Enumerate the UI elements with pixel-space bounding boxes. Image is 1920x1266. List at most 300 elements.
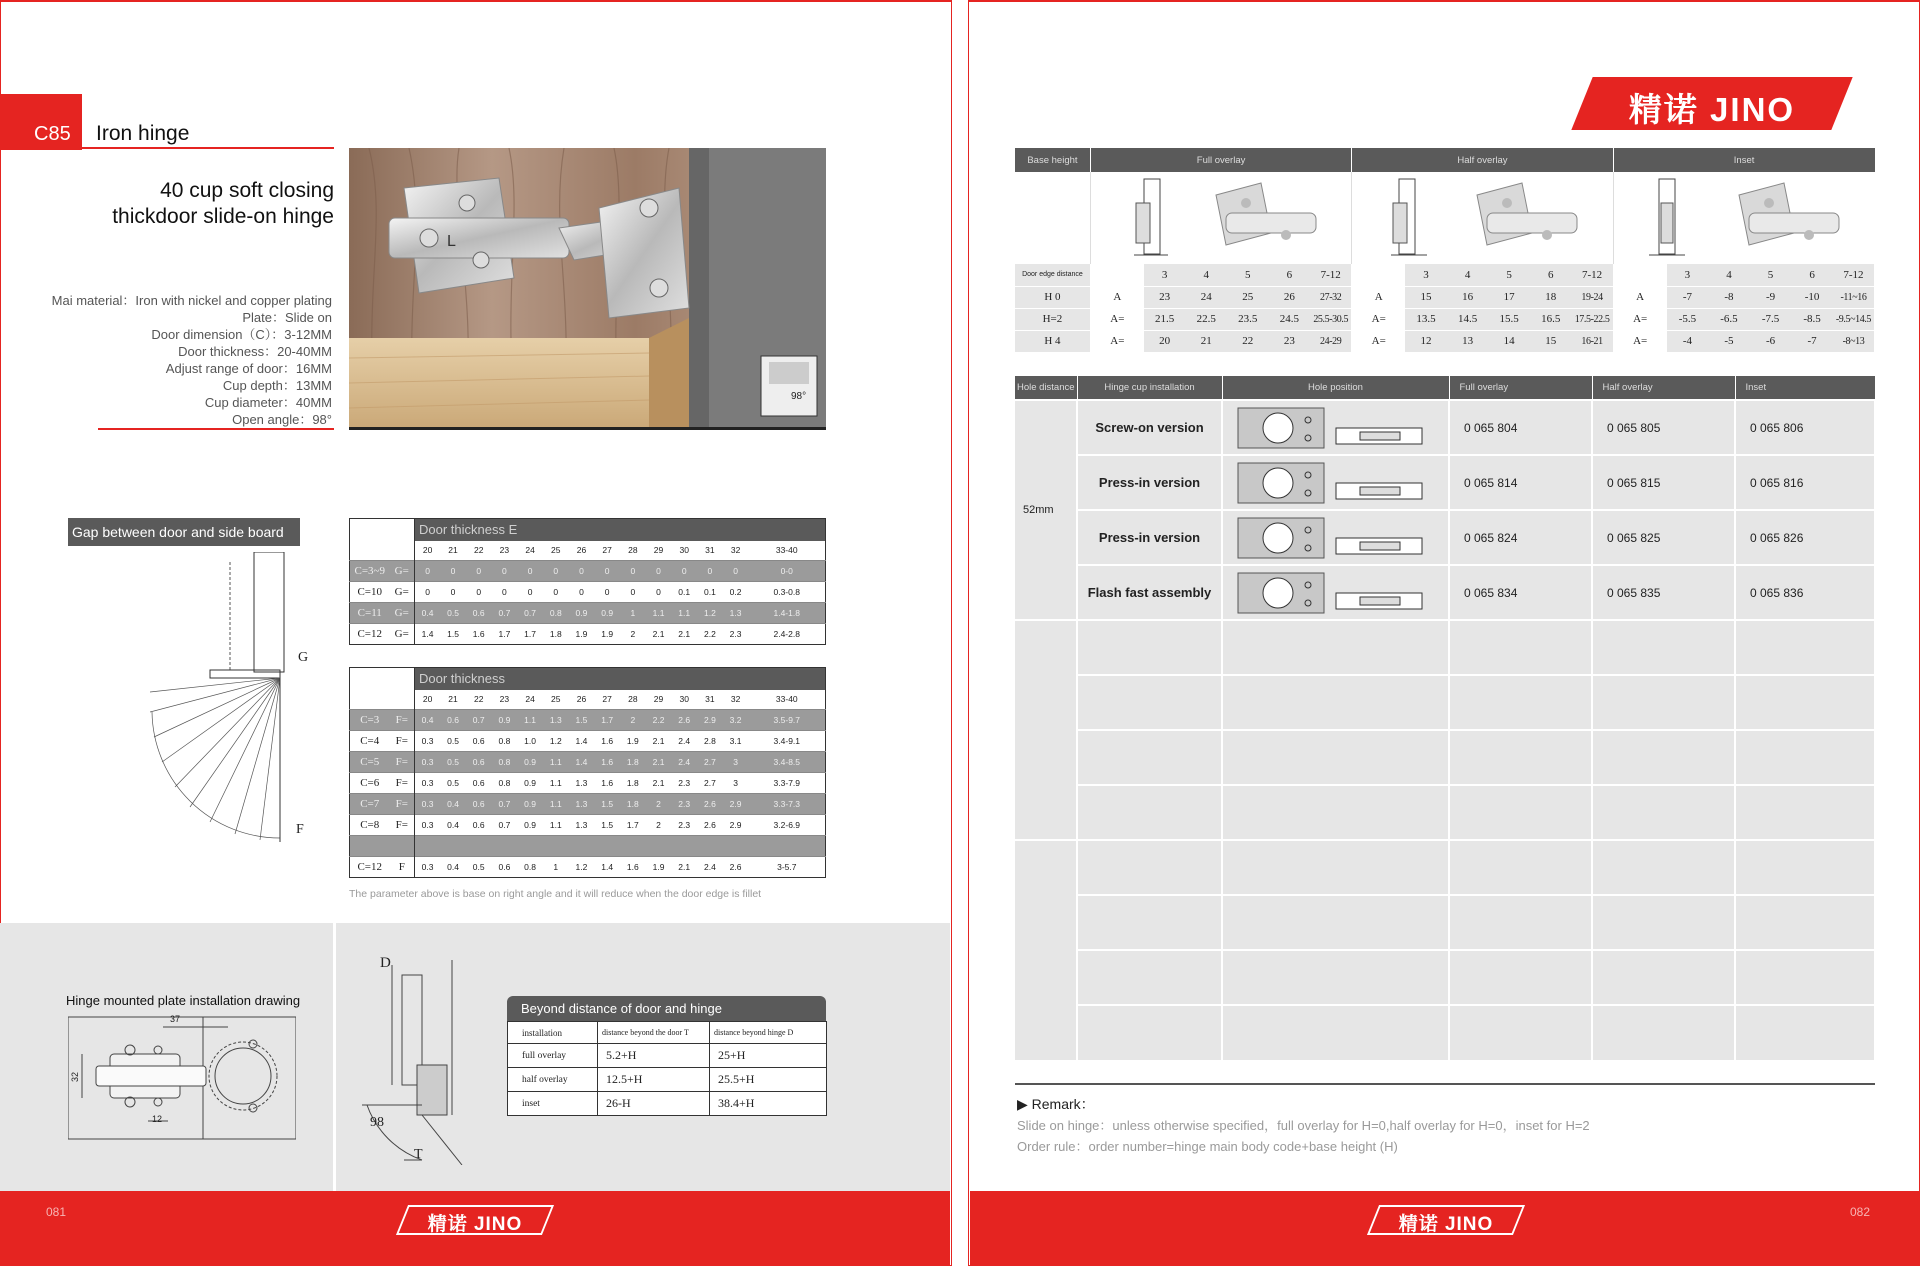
overlay-value-cell: -8.5 (1803, 313, 1821, 325)
gap-value-cell: 0 (476, 566, 482, 576)
thickness-col-label: 23 (499, 545, 510, 556)
inset-illustration (1613, 172, 1874, 264)
thickness-col-label: 21 (448, 545, 458, 556)
order-number-cell: 0 065 816 (1735, 455, 1875, 510)
f-table-corner (350, 668, 415, 690)
gap-value-cell: 0.6 (472, 736, 485, 746)
gap-key-cell: G= (390, 582, 415, 603)
gap-value-cell: 2.4 (678, 736, 691, 746)
gap-value-cell: 1.1 (524, 715, 536, 725)
remark-line-2: Order rule：order number=hinge main body code+base height (H) (1017, 1139, 1398, 1154)
gap-value-cell: 0.8 (524, 862, 536, 872)
base-height-row (1015, 330, 1875, 352)
gap-value-cell: 2 (656, 820, 661, 830)
empty-cell (1449, 895, 1592, 950)
base-height-row (1015, 308, 1875, 330)
left-footer (0, 1191, 950, 1266)
door-dimension-cell: C=12 (357, 861, 383, 873)
empty-cell (1222, 620, 1449, 675)
base-height-cell: H 4 (1015, 330, 1090, 352)
cup-installation-cell: Screw-on version (1077, 400, 1222, 455)
gap-value-cell: 2.2 (652, 715, 665, 725)
thickness-col-label: 26 (576, 694, 587, 705)
gap-value-cell: 0 (707, 566, 713, 576)
thickness-col-label: 32 (730, 545, 741, 556)
gap-value-cell: 2.1 (652, 736, 665, 746)
overlay-value-cell: 15 (1420, 291, 1432, 303)
door-dimension-cell: C=11 (357, 607, 382, 619)
gap-value-cell: 3-5.7 (777, 862, 797, 872)
gap-value-cell: 2.3 (729, 629, 742, 639)
gap-value-cell (697, 836, 723, 857)
empty-cell (1077, 675, 1222, 730)
overlay-value-cell: 27-32 (1310, 286, 1352, 308)
hole-position-diagram (1236, 461, 1436, 505)
thickness-col-label: 22 (473, 545, 484, 556)
gap-key-cell: G= (390, 561, 415, 582)
beyond-row-label: inset (508, 1092, 598, 1116)
empty-cell (1735, 1005, 1875, 1060)
gap-value-cell: 1 (630, 608, 636, 618)
gap-value-cell: 0.4 (447, 862, 459, 872)
gap-value-cell: 1.6 (601, 778, 614, 788)
order-row (1015, 400, 1875, 455)
gap-value-cell: 0-0 (780, 566, 793, 576)
gap-value-cell: 0.6 (472, 778, 485, 788)
thickness-col-label: 29 (653, 545, 664, 556)
overlay-value-cell: -11~16 (1833, 286, 1875, 308)
gap-value-cell: 1.5 (601, 820, 614, 830)
overlay-value-cell: -10 (1804, 291, 1820, 303)
gap-value-cell: 0 (425, 566, 430, 576)
title-underline (82, 147, 334, 149)
overlay-value-cell: 25.5-30.5 (1310, 308, 1352, 330)
overlay-value-cell: 18 (1545, 291, 1557, 303)
gap-value-cell: 0 (656, 566, 661, 576)
beyond-header-installation: installation (508, 1022, 598, 1044)
empty-row (1015, 730, 1875, 785)
spec-adjust-range: Adjust range of door：16MM (165, 361, 332, 376)
gap-value-cell: 0.7 (498, 608, 511, 618)
gap-value-cell: 0 (425, 587, 430, 597)
overlay-value-cell: 22 (1242, 335, 1254, 348)
empty-cell (1592, 895, 1735, 950)
empty-cell (1735, 730, 1875, 785)
distance-col-label: 4 (1726, 268, 1732, 281)
overlay-value-cell: -6.5 (1720, 313, 1738, 325)
empty-cell (1077, 785, 1222, 840)
gap-value-cell: 0.7 (472, 715, 485, 725)
overlay-value-cell: -7 (1682, 291, 1692, 303)
gap-value-cell: 1.1 (549, 820, 562, 830)
gap-value-cell: 0.8 (498, 778, 511, 788)
gap-row (350, 815, 826, 836)
overlay-value-cell: -5 (1724, 335, 1734, 348)
gap-value-cell: 1.7 (626, 820, 639, 830)
spec-underline (98, 428, 334, 430)
gap-value-cell: 3.4-8.5 (773, 757, 801, 767)
remark-title: ▶ Remark： (1017, 1096, 1095, 1112)
gap-value-cell: 0.5 (447, 778, 459, 788)
gap-row (350, 624, 826, 645)
plate-drawing-title: Hinge mounted plate installation drawing (66, 993, 301, 1008)
order-number-cell: 0 065 815 (1592, 455, 1735, 510)
gap-value-cell: 3.3-7.9 (773, 778, 801, 788)
thickness-col-label: 27 (602, 694, 612, 705)
empty-cell (1449, 785, 1592, 840)
gap-label-g: G (298, 650, 309, 665)
gap-value-cell: 1.5 (601, 799, 614, 809)
f-cols-spacer (350, 690, 415, 710)
spec-material: Mai material：Iron with nickel and copper plating (51, 293, 332, 308)
overlay-value-cell: 13 (1462, 335, 1474, 348)
a-label-cell: A= (1090, 330, 1143, 352)
thickness-col-label: 20 (422, 545, 433, 556)
left-footer-logo: 精诺 JINO (427, 1214, 523, 1235)
gap-value-cell: 2.2 (703, 629, 716, 639)
thickness-col-label: 23 (499, 694, 510, 705)
gap-value-cell: 0 (579, 566, 584, 576)
empty-cell (1449, 1005, 1592, 1060)
overlay-value-cell: 13.5 (1416, 313, 1436, 325)
spec-door-thickness: Door thickness：20-40MM (178, 344, 332, 359)
headline-line-2: thickdoor slide-on hinge (112, 205, 334, 228)
gap-value-cell: 1.5 (575, 715, 588, 725)
door-dimension-cell: C=7 (360, 798, 380, 810)
overlay-value-cell: 17 (1503, 291, 1515, 303)
gap-value-cell: 1.2 (703, 608, 716, 618)
gap-value-cell: 0.8 (498, 757, 511, 767)
distance-col-label: 7-12 (1572, 264, 1614, 286)
door-dimension-cell: C=5 (360, 756, 380, 768)
gap-value-cell: 1.7 (498, 629, 511, 639)
gap-value-cell: 0 (553, 587, 559, 597)
distance-col-label: 3 (1161, 268, 1168, 281)
door-dimension-cell: C=10 (357, 586, 383, 598)
thickness-col-label: 31 (705, 545, 715, 556)
product-photo (349, 148, 826, 430)
thickness-col-label: 25 (551, 694, 561, 705)
distance-col-label: 3 (1684, 268, 1691, 281)
gap-value-cell: 2.6 (729, 862, 742, 872)
beyond-header-door: distance beyond the door T (598, 1022, 710, 1044)
hole-position-diagram (1236, 571, 1436, 615)
order-number-cell: 0 065 836 (1735, 565, 1875, 620)
gap-value-cell: 0.9 (524, 778, 536, 788)
gap-value-cell: 0.3 (421, 799, 434, 809)
svg-text:L: L (447, 233, 456, 250)
gap-value-cell: 2.3 (678, 820, 691, 830)
full-overlay-illustration (1090, 172, 1351, 264)
gap-value-cell: 1 (553, 862, 559, 872)
gap-value-cell: 1.4 (601, 862, 614, 872)
gap-value-cell: 1.0 (524, 736, 536, 746)
gap-value-cell: 0.3 (421, 757, 434, 767)
gap-value-cell: 2.9 (729, 820, 742, 830)
beyond-distance-table (507, 996, 826, 1116)
gap-value-cell: 0.5 (447, 608, 459, 618)
gap-value-cell: 0.1 (678, 587, 691, 597)
door-dimension-cell: C=3~9 (354, 565, 385, 577)
beyond-cell: 26-H (598, 1092, 710, 1116)
gap-value-cell: 0.5 (447, 757, 459, 767)
gap-row (350, 794, 826, 815)
gap-value-cell: 1.1 (549, 778, 562, 788)
right-page-number: 082 (1850, 1205, 1871, 1219)
empty-row (1015, 840, 1875, 895)
overlay-value-cell: 16.5 (1541, 313, 1561, 325)
empty-cell (1222, 730, 1449, 785)
gap-value-cell: 0.3 (421, 736, 434, 746)
plate-dim-37: 37 (170, 1014, 181, 1024)
gap-row (350, 710, 826, 731)
order-number-cell: 0 065 814 (1449, 455, 1592, 510)
gap-value-cell: 1.9 (575, 629, 588, 639)
gap-value-cell: 0.6 (472, 799, 485, 809)
gap-value-cell: 2.8 (703, 736, 716, 746)
gap-value-cell: 2.4-2.8 (773, 629, 800, 639)
thickness-col-label: 21 (448, 694, 458, 705)
beyond-cell: 25.5+H (710, 1068, 827, 1092)
cup-installation-cell: Press-in version (1077, 455, 1222, 510)
gap-value-cell: 0.7 (498, 820, 511, 830)
remark-line-1: Slide on hinge：unless otherwise specified，full overlay for H=0,half overlay for H=0，inset for H=2 (1017, 1118, 1590, 1133)
section-drawing (362, 955, 482, 1165)
overlay-value-cell: 20 (1159, 335, 1171, 348)
distance-col-label: 7-12 (1310, 264, 1352, 286)
gap-value-cell: 0 (681, 566, 687, 576)
gap-value-cell: 1.4 (421, 629, 434, 639)
overlay-value-cell: -4 (1682, 335, 1692, 348)
plate-dim-12: 12 (152, 1114, 163, 1124)
gap-row (350, 857, 826, 878)
distance-col-label: 3 (1423, 268, 1429, 281)
overlay-value-cell: -8~13 (1833, 330, 1875, 352)
empty-cell (1077, 620, 1222, 675)
gap-value-cell: 0.4 (421, 608, 434, 618)
empty-cell (1592, 785, 1735, 840)
g-table-header: Door thickness E (415, 519, 826, 541)
gap-value-cell: 0 (656, 587, 661, 597)
beyond-cell: 5.2+H (598, 1044, 710, 1068)
overlay-value-cell: 25 (1242, 291, 1254, 303)
gap-value-cell: 0.3 (421, 820, 434, 830)
gap-value-cell: 2.1 (652, 778, 665, 788)
gap-value-cell: 3 (733, 778, 738, 788)
gap-value-cell: 1.1 (652, 608, 665, 618)
order-header-cup-installation: Hinge cup installation (1077, 376, 1222, 400)
order-header-inset: Inset (1745, 382, 1767, 393)
gap-value-cell: 0 (630, 566, 636, 576)
distance-col-label: 7-12 (1833, 264, 1875, 286)
gap-value-cell: 0 (502, 566, 507, 576)
empty-row (1015, 675, 1875, 730)
product-name: Iron hinge (96, 122, 190, 145)
order-number-cell: 0 065 824 (1449, 510, 1592, 565)
beyond-cell: 25+H (710, 1044, 827, 1068)
gap-value-cell: 1.9 (652, 862, 665, 872)
a-label-cell: A= (1090, 308, 1143, 330)
gap-value-cell: 2 (656, 799, 661, 809)
gap-value-cell: 0.9 (524, 757, 536, 767)
overlay-value-cell: 16-21 (1572, 330, 1614, 352)
gap-value-cell: 0.8 (549, 608, 562, 618)
gap-value-cell: 2.1 (678, 629, 691, 639)
spec-plate: Plate：Slide on (242, 310, 332, 325)
half-overlay-illustration (1352, 172, 1613, 264)
gap-value-cell: 0.9 (524, 799, 536, 809)
distance-spacer (1613, 264, 1666, 286)
beyond-cell: 12.5+H (598, 1068, 710, 1092)
empty-cell (1449, 620, 1592, 675)
empty-cell (1592, 620, 1735, 675)
gap-value-cell: 3.4-9.1 (773, 736, 801, 746)
empty-cell (1449, 950, 1592, 1005)
distance-spacer (1352, 264, 1405, 286)
group-half-overlay: Half overlay (1352, 148, 1613, 172)
gap-f-table (349, 667, 826, 878)
gap-row (350, 731, 826, 752)
gap-value-cell (492, 836, 518, 857)
gap-value-cell: 2 (630, 629, 636, 639)
door-dimension-cell: C=3 (360, 714, 380, 726)
gap-key-cell (390, 836, 415, 857)
group-inset: Inset (1733, 154, 1755, 166)
cup-installation-cell: Flash fast assembly (1077, 565, 1222, 620)
empty-row (1015, 895, 1875, 950)
empty-hole-distance-cell (1015, 840, 1077, 1060)
gap-key-cell: F= (390, 815, 415, 836)
thickness-col-label: 30 (679, 694, 689, 705)
gap-value-cell: 0 (604, 587, 610, 597)
distance-col-label: 6 (1809, 268, 1815, 281)
spec-door-dimension: Door dimension（C）：3-12MM (151, 327, 332, 342)
hole-position-diagram (1236, 406, 1436, 450)
order-number-cell: 0 065 805 (1592, 400, 1735, 455)
gap-value-cell: 0 (450, 566, 456, 576)
thickness-col-label: 27 (602, 545, 612, 556)
overlay-value-cell: 23.5 (1238, 313, 1258, 325)
gap-value-cell: 3.2-6.9 (773, 820, 801, 830)
empty-cell (1222, 840, 1449, 895)
empty-cell (1592, 840, 1735, 895)
empty-cell (1592, 950, 1735, 1005)
overlay-value-cell: 17.5-22.5 (1572, 308, 1614, 330)
gap-value-cell: 1.8 (549, 629, 562, 639)
gap-value-cell: 3.2 (729, 715, 742, 725)
gap-value-cell: 0.6 (472, 757, 485, 767)
empty-row (1015, 1005, 1875, 1060)
gap-value-cell (723, 836, 749, 857)
empty-hole-distance-cell (1015, 620, 1077, 840)
gap-row (350, 773, 826, 794)
order-number-cell: 0 065 825 (1592, 510, 1735, 565)
gap-value-cell: 0.6 (472, 608, 485, 618)
order-header-hole-distance: Hole distance (1015, 376, 1077, 400)
door-dimension-cell: C=6 (360, 777, 380, 789)
empty-cell (1222, 785, 1449, 840)
overlay-value-cell: 23 (1159, 291, 1171, 303)
gap-value-cell: 2.7 (703, 757, 716, 767)
gap-row (350, 603, 826, 624)
empty-row (1015, 950, 1875, 1005)
gap-value-cell: 1.9 (601, 629, 614, 639)
gap-value-cell: 2.9 (703, 715, 716, 725)
thickness-col-label: 24 (525, 545, 535, 556)
empty-cell (1735, 950, 1875, 1005)
distance-col-label: 6 (1547, 268, 1554, 281)
gap-key-cell: F= (390, 752, 415, 773)
empty-cell (1592, 730, 1735, 785)
spec-open-angle: Open angle：98° (232, 412, 332, 427)
distance-col-label: 6 (1286, 268, 1293, 281)
overlay-value-cell: -9 (1765, 291, 1776, 303)
order-number-cell: 0 065 826 (1735, 510, 1875, 565)
gap-g-table (349, 518, 826, 645)
gap-key-cell: G= (390, 603, 415, 624)
gap-row (350, 752, 826, 773)
a-label-cell: A (1613, 286, 1666, 308)
hole-distance-cell: 52mm (1015, 400, 1077, 620)
gap-value-cell: 2.3 (678, 799, 691, 809)
right-footer (970, 1191, 1920, 1266)
gap-key-cell: F= (390, 773, 415, 794)
gap-section-title: Gap between door and side board (68, 518, 300, 546)
gap-value-cell: 0.9 (524, 820, 536, 830)
beyond-row-label: full overlay (508, 1044, 598, 1068)
headline-line-1: 40 cup soft closing (160, 179, 334, 202)
gap-key-cell: G= (390, 624, 415, 645)
f-table-columns (350, 690, 826, 710)
empty-cell (1222, 675, 1449, 730)
gap-value-cell: 0 (502, 587, 507, 597)
gap-value-cell: 2.6 (703, 799, 716, 809)
hole-position-diagram (1236, 516, 1436, 560)
thickness-col-label: 24 (525, 694, 535, 705)
empty-cell (1592, 675, 1735, 730)
gap-key-cell: F (390, 857, 415, 878)
product-code: C85 (34, 123, 71, 145)
gap-value-cell: 2.7 (703, 778, 716, 788)
section-label-angle: 98 (370, 1115, 384, 1130)
gap-value-cell: 1.2 (549, 736, 562, 746)
overlay-value-cell: 22.5 (1196, 313, 1216, 325)
base-height-cell: H 0 (1015, 286, 1090, 308)
gap-value-cell: 0.3 (421, 778, 434, 788)
gap-value-cell: 0.2 (729, 587, 742, 597)
gap-value-cell: 0 (553, 566, 559, 576)
gap-value-cell: 0 (733, 566, 738, 576)
gap-value-cell: 1.8 (626, 757, 639, 767)
distance-col-label: 5 (1767, 268, 1774, 281)
gap-value-cell: 1.6 (601, 736, 614, 746)
empty-cell (1449, 840, 1592, 895)
gap-value-cell: 1.5 (447, 629, 459, 639)
gap-label-f: F (296, 822, 304, 837)
g-table-body (350, 561, 826, 645)
distance-col-label: 4 (1203, 268, 1209, 281)
order-number-table (1015, 376, 1875, 1060)
gap-value-cell (440, 836, 466, 857)
empty-cell (1222, 950, 1449, 1005)
beyond-row-label: half overlay (508, 1068, 598, 1092)
gap-value-cell: 0.4 (447, 799, 459, 809)
gap-value-cell: 0.8 (498, 736, 511, 746)
overlay-value-cell: 12 (1420, 335, 1432, 348)
gap-value-cell: 1.3 (575, 820, 588, 830)
gap-value-cell: 1.7 (524, 629, 536, 639)
empty-row (1015, 785, 1875, 840)
